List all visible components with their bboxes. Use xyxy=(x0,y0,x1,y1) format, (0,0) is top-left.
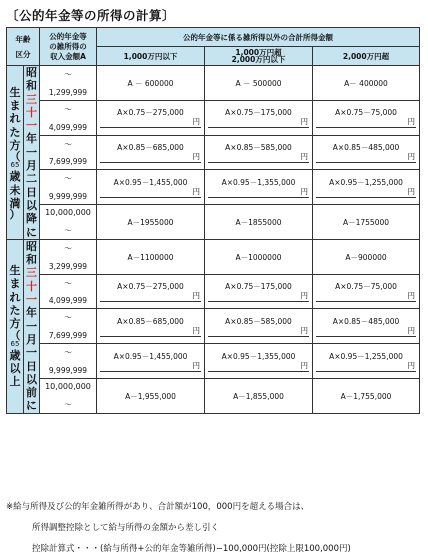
birth-date-char: 以 xyxy=(26,372,37,386)
page-title: 〔公的年金等の所得の計算〕 xyxy=(6,8,176,23)
range-bottom: 7,699,999 xyxy=(48,331,88,341)
table-row xyxy=(7,344,420,379)
birth-date-char: 十 xyxy=(26,105,37,119)
formula-cell xyxy=(313,66,420,101)
yen-blank: 円 xyxy=(316,291,416,302)
birth-date-char: 一 xyxy=(26,119,37,133)
range-bottom: 9,999,999 xyxy=(48,365,88,375)
yen-blank: 円 xyxy=(316,361,416,372)
age-label-char: ま xyxy=(9,99,21,113)
formula-text: A×0.75－75,000 xyxy=(335,108,397,118)
birth-date-label xyxy=(24,239,40,413)
income-range-cell xyxy=(40,274,97,309)
age-label-char: 以 xyxy=(9,361,21,375)
age-group-label xyxy=(7,66,24,240)
range-bottom: 3,299,999 xyxy=(48,261,88,271)
birth-date-char: 三 xyxy=(26,92,37,106)
birth-date-char: 日 xyxy=(26,185,37,199)
formula-text: A×0.85－685,000 xyxy=(117,316,184,326)
formula-text: A×0.75－275,000 xyxy=(117,108,184,118)
birth-date-char: 昭 xyxy=(26,66,37,79)
range-bottom: 7,699,999 xyxy=(48,157,88,167)
formula-text: A×0.95－1,255,000 xyxy=(329,177,403,187)
age-label-char: 65 xyxy=(10,161,20,170)
age-label-char: 歳 xyxy=(9,348,21,362)
col2-header-line: 2,000万円以下 xyxy=(231,55,286,64)
income-range-cell xyxy=(40,205,97,240)
range-bottom: 9,999,999 xyxy=(48,192,88,202)
birth-date-char: に xyxy=(26,225,37,239)
note-line: 所得調整控除として給与所得の金額から差し引く xyxy=(32,523,220,533)
income-header-line: 収入金額A xyxy=(50,51,86,61)
income-range-cell xyxy=(40,170,97,205)
birth-date-char: 月 xyxy=(26,332,37,346)
formula-text: A － 500000 xyxy=(235,78,282,88)
yen-blank: 円 xyxy=(100,117,201,128)
formula-text: A×0.75－75,000 xyxy=(335,282,397,291)
range-bottom: ～ xyxy=(64,399,72,409)
formula-cell xyxy=(205,170,313,205)
formula-cell xyxy=(313,309,420,344)
formula-cell xyxy=(313,135,420,170)
formula-cell xyxy=(313,378,420,413)
note-line: 控除計算式・・・(給与所得+公的年金等雑所得)−100,000円(控除上限100,000円) xyxy=(32,544,351,554)
age-label-char: ） xyxy=(9,208,21,222)
age-header-line: 年齢 xyxy=(15,34,31,44)
col-header-10m-20m xyxy=(205,47,313,66)
col-header-over-20m: 2,000万円超 xyxy=(313,47,420,66)
income-range-cell xyxy=(40,344,97,379)
birth-date-char: 和 xyxy=(26,79,37,93)
birth-date-char: 一 xyxy=(26,319,37,333)
formula-cell xyxy=(97,344,205,379)
formula-cell xyxy=(205,309,313,344)
yen-blank: 円 xyxy=(100,187,201,198)
age-label-char: 満 xyxy=(9,196,21,210)
formula-text: A－1,955,000 xyxy=(125,391,176,401)
formula-text: A×0.85－685,000 xyxy=(117,142,184,152)
formula-cell xyxy=(205,378,313,413)
range-top: ～ xyxy=(64,104,72,114)
income-range-cell xyxy=(40,239,97,274)
formula-text: A×0.95－1,355,000 xyxy=(221,177,296,187)
age-label-char: 65 xyxy=(10,339,20,348)
formula-cell xyxy=(97,66,205,101)
formula-cell xyxy=(97,274,205,309)
age-group-label xyxy=(7,239,24,413)
formula-text: A－1955000 xyxy=(127,217,174,227)
formula-cell xyxy=(97,205,205,240)
formula-text: A×0.75－175,000 xyxy=(225,282,292,291)
formula-text: A×0.95－1,455,000 xyxy=(113,177,188,187)
yen-blank: 円 xyxy=(208,291,309,302)
yen-blank: 円 xyxy=(208,152,309,163)
income-range-cell xyxy=(40,66,97,101)
formula-cell xyxy=(313,205,420,240)
formula-cell xyxy=(205,239,313,274)
age-label-char: れ xyxy=(9,290,21,304)
table-row xyxy=(7,170,420,205)
table-row xyxy=(7,309,420,344)
pension-income-header xyxy=(40,28,97,66)
age-label-char: 方 xyxy=(9,317,21,331)
formula-cell xyxy=(313,239,420,274)
range-top: ～ xyxy=(64,313,72,323)
yen-blank: 円 xyxy=(316,187,416,198)
yen-blank: 円 xyxy=(208,117,309,128)
range-top: ～ xyxy=(64,139,72,149)
formula-text: A－1755000 xyxy=(342,217,390,227)
formula-text: A×0.85－585,000 xyxy=(225,142,292,152)
formula-cell xyxy=(313,100,420,135)
yen-blank: 円 xyxy=(100,326,201,337)
formula-cell xyxy=(97,309,205,344)
table-row xyxy=(7,135,420,170)
range-top: ～ xyxy=(64,243,72,253)
birth-date-char: 降 xyxy=(26,212,37,226)
formula-cell xyxy=(97,135,205,170)
table-row xyxy=(7,239,420,274)
age-label-char: 方 xyxy=(9,138,21,152)
birth-date-char: 一 xyxy=(26,145,37,159)
formula-cell xyxy=(97,100,205,135)
formula-cell xyxy=(205,135,313,170)
col-header-under-10m: 1,000万円以下 xyxy=(97,47,205,66)
table-row xyxy=(7,274,420,309)
age-header-line: 区分 xyxy=(15,49,31,59)
income-range-cell xyxy=(40,135,97,170)
age-label-char: た xyxy=(9,125,21,139)
col2-header-line: 1,000万円超 xyxy=(235,48,282,57)
income-header-line: の雑所得の xyxy=(49,41,87,51)
formula-cell xyxy=(313,344,420,379)
yen-blank: 円 xyxy=(208,361,309,372)
formula-cell xyxy=(97,170,205,205)
income-header-line: 公的年金等 xyxy=(49,31,87,41)
formula-text: A×0.85－585,000 xyxy=(225,316,292,326)
age-label-char: （ xyxy=(9,328,21,342)
formula-cell xyxy=(205,66,313,101)
range-top: ～ xyxy=(64,278,72,288)
age-label-char: 未 xyxy=(9,183,21,197)
range-top: ～ xyxy=(64,174,72,184)
yen-blank: 円 xyxy=(100,291,201,302)
birth-date-char: に xyxy=(26,399,37,413)
birth-date-char: 昭 xyxy=(26,239,37,253)
formula-text: A－900000 xyxy=(345,252,387,262)
formula-text: A×0.95－1,255,000 xyxy=(329,351,403,361)
yen-blank: 円 xyxy=(100,361,201,372)
birth-date-char: 年 xyxy=(26,306,37,320)
age-label-char: 生 xyxy=(9,85,21,99)
formula-cell xyxy=(97,239,205,274)
formula-cell xyxy=(313,170,420,205)
age-label-char: れ xyxy=(9,112,21,126)
birth-date-char: 前 xyxy=(26,386,37,400)
formula-cell xyxy=(205,274,313,309)
other-income-group-header: 公的年金等に係る雑所得以外の合計所得金額 xyxy=(97,28,420,47)
income-range-cell xyxy=(40,309,97,344)
age-label-char: 上 xyxy=(9,375,21,389)
yen-blank: 円 xyxy=(100,152,201,163)
formula-text: A － 600000 xyxy=(127,78,174,88)
range-top: 10,000,000 xyxy=(45,381,91,391)
formula-text: A－ 400000 xyxy=(344,78,388,88)
yen-blank: 円 xyxy=(208,187,309,198)
birth-date-char: 日 xyxy=(26,359,37,373)
age-label-char: た xyxy=(9,303,21,317)
birth-date-char: 三 xyxy=(26,266,37,280)
birth-date-char: 一 xyxy=(26,346,37,360)
formula-text: A×0.95－1,455,000 xyxy=(113,351,188,361)
formula-cell xyxy=(205,100,313,135)
age-label-char: 生 xyxy=(9,264,21,278)
formula-cell xyxy=(205,344,313,379)
table-row xyxy=(7,66,420,101)
range-bottom: 4,099,999 xyxy=(48,296,88,306)
birth-date-char: 年 xyxy=(26,132,37,146)
formula-text: A×0.85－485,000 xyxy=(332,316,400,326)
formula-text: A－1100000 xyxy=(127,252,174,262)
formula-cell xyxy=(97,378,205,413)
pension-income-table xyxy=(6,27,420,414)
birth-date-char: 月 xyxy=(26,159,37,173)
age-category-header xyxy=(7,28,40,66)
formula-text: A×0.95－1,355,000 xyxy=(221,351,296,361)
birth-date-char: 十 xyxy=(26,279,37,293)
birth-date-char: 以 xyxy=(26,198,37,212)
formula-text: A×0.75－275,000 xyxy=(117,282,184,291)
age-label-char: ま xyxy=(9,277,21,291)
yen-blank: 円 xyxy=(208,326,309,337)
yen-blank: 円 xyxy=(316,117,416,128)
formula-text: A×0.75－175,000 xyxy=(225,108,292,118)
formula-text: A×0.85－485,000 xyxy=(332,142,400,152)
range-bottom: ～ xyxy=(64,225,72,235)
formula-cell xyxy=(205,205,313,240)
range-bottom: 4,099,999 xyxy=(48,122,88,132)
note-line: ※給与所得及び公的年金雑所得があり、合計額が100，000円を超える場合は、 xyxy=(6,502,310,512)
table-row xyxy=(7,100,420,135)
range-top: 10,000,000 xyxy=(45,208,91,218)
formula-cell xyxy=(313,274,420,309)
table-row xyxy=(7,378,420,413)
range-bottom: 1,299,999 xyxy=(48,87,88,97)
formula-text: A－1000000 xyxy=(235,252,282,262)
age-label-char: （ xyxy=(9,150,21,164)
age-label-char: 歳 xyxy=(9,170,21,184)
range-top: ～ xyxy=(64,348,72,358)
formula-text: A－1855000 xyxy=(235,217,282,227)
income-range-cell xyxy=(40,378,97,413)
birth-date-label xyxy=(24,66,40,240)
formula-text: A－1,755,000 xyxy=(340,391,392,401)
range-top: ～ xyxy=(64,70,72,79)
formula-text: A－1,855,000 xyxy=(233,391,284,401)
birth-date-char: 一 xyxy=(26,293,37,307)
birth-date-char: 二 xyxy=(26,172,37,186)
yen-blank: 円 xyxy=(316,152,416,163)
table-row xyxy=(7,205,420,240)
birth-date-char: 和 xyxy=(26,253,37,267)
yen-blank: 円 xyxy=(316,326,416,337)
income-range-cell xyxy=(40,100,97,135)
